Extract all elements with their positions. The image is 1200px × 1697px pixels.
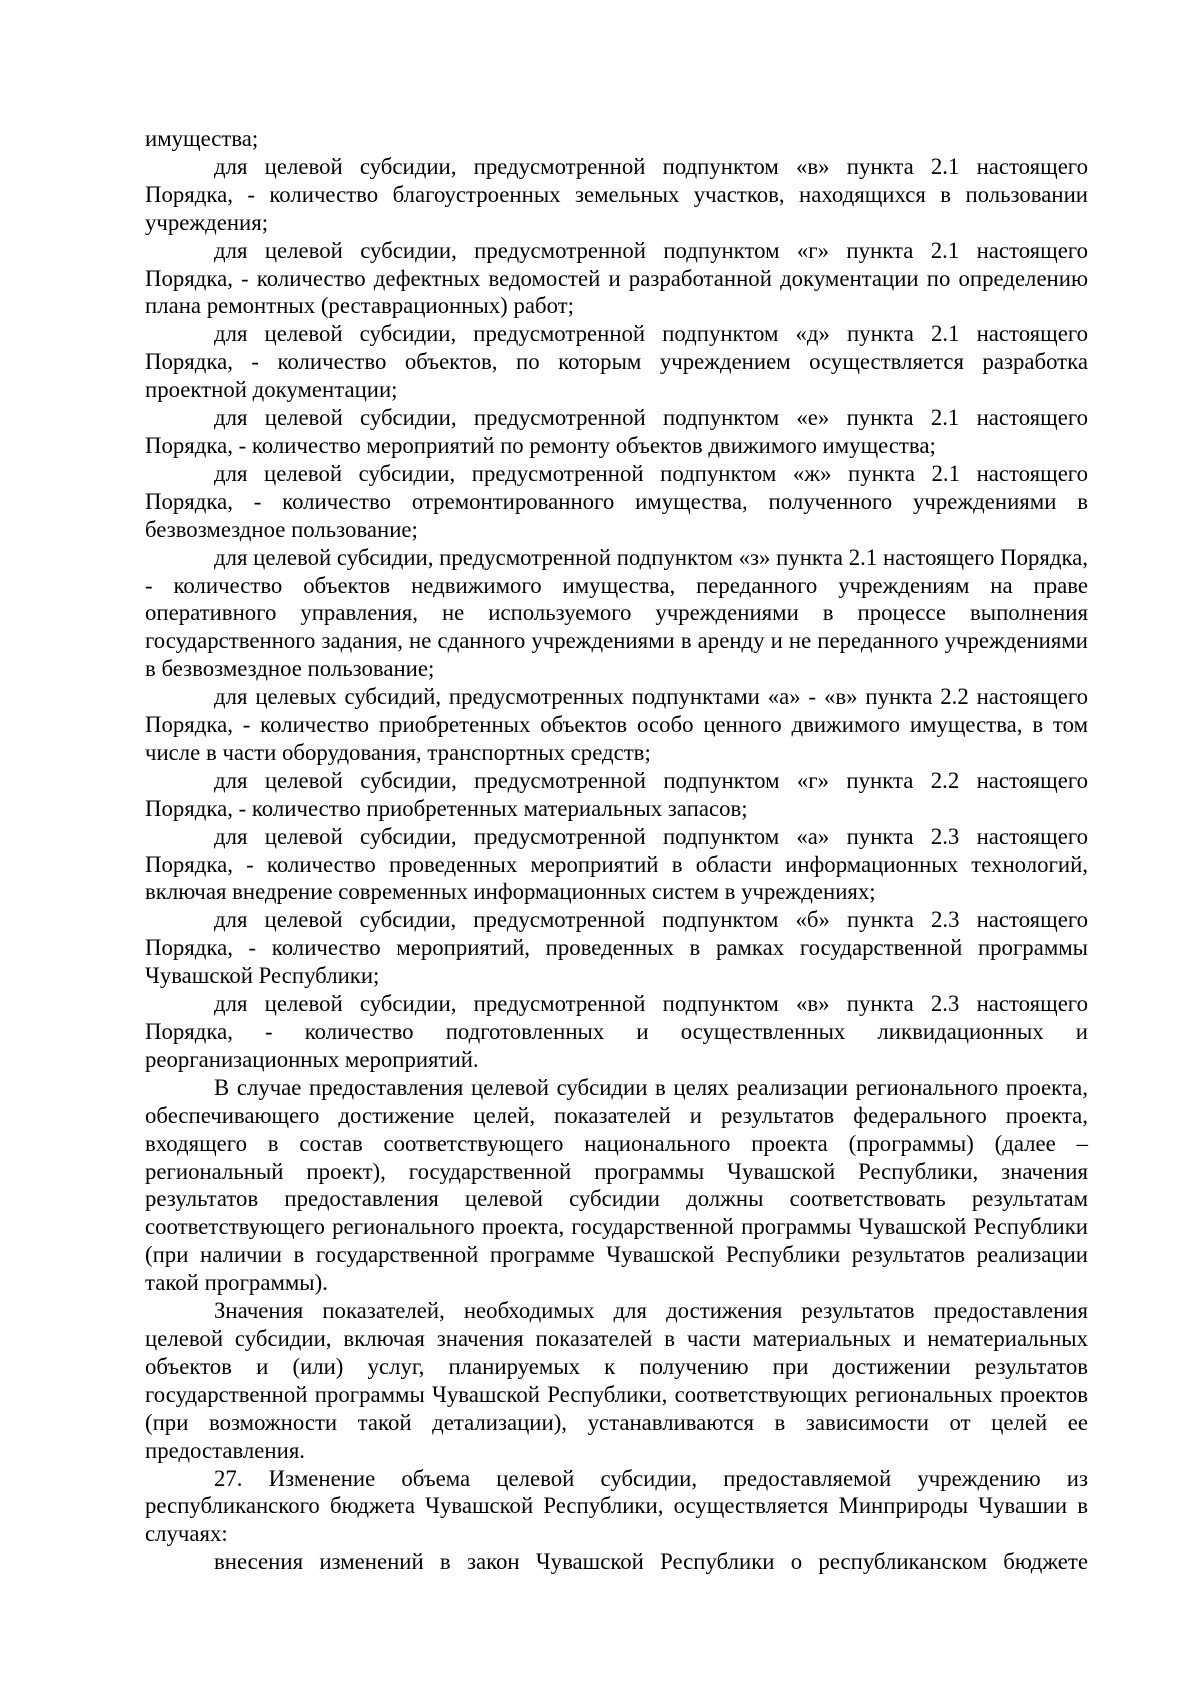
paragraph-target-indicator-d-2-1: для целевой субсидии, предусмотренной подпунктом «д» пункта 2.1 настоящего Порядка, - количество объектов, по которым учреждением осуществляется разработка проектной документации; [145, 321, 1088, 403]
paragraph-continuation: имущества; [145, 126, 259, 151]
paragraph-target-indicator-b-2-3: для целевой субсидии, предусмотренной подпунктом «б» пункта 2.3 настоящего Порядка, - количество мероприятий, проведенных в рамках государственной программы Чувашской Республики; [145, 907, 1088, 989]
paragraph-target-indicator-z-2-1: для целевой субсидии, предусмотренной подпунктом «з» пункта 2.1 настоящего Порядка, - количество объектов недвижимого имущества, переданного учреждениям на праве оперативного управления, не используемого учреждениями в процессе выполнения государственного задания, не сданного учреждениями в аренду и не переданного учреждениями в безвозмездное пользование; [145, 544, 1088, 682]
paragraph-clause-27: 27. Изменение объема целевой субсидии, предоставляемой учреждению из республиканского бюджета Чувашской Республики, осуществляется Минприроды Чувашии в случаях: [145, 1465, 1088, 1547]
paragraph-indicator-values: Значения показателей, необходимых для достижения результатов предоставления целевой субсидии, включая значения показателей в части материальных и нематериальных объектов и (или) услуг, планируемых к получению при достижении результатов государственной программы Чувашской Республики, соответствующих региональных проектов (при возможности такой детализации), устанавливаются в зависимости от целей ее предоставления. [145, 1298, 1088, 1463]
paragraph-regional-project: В случае предоставления целевой субсидии в целях реализации регионального проекта, обеспечивающего достижение целей, показателей и результатов федерального проекта, входящего в состав соответствующего национального проекта (программы) (далее – региональный проект), государственной программы Чувашской Республики, значения результатов предоставления целевой субсидии должны соответствовать результатам соответствующего регионального проекта, государственной программы Чувашской Республики (при наличии в государственной программе Чувашской Республики результатов реализации такой программы). [145, 1074, 1088, 1296]
paragraph-target-indicator-g-2-2: для целевой субсидии, предусмотренной подпунктом «г» пункта 2.2 настоящего Порядка, - количество приобретенных материальных запасов; [145, 767, 1088, 821]
paragraph-target-indicator-zh-2-1: для целевой субсидии, предусмотренной подпунктом «ж» пункта 2.1 настоящего Порядка, - количество отремонтированного имущества, полученного учреждениями в безвозмездное пользование; [145, 460, 1088, 542]
paragraph-target-indicator-v-2-3: для целевой субсидии, предусмотренной подпунктом «в» пункта 2.3 настоящего Порядка, - количество подготовленных и осуществленных ликвидационных и реорганизационных мероприятий. [145, 991, 1088, 1072]
paragraph-target-indicator-g-2-1: для целевой субсидии, предусмотренной подпунктом «г» пункта 2.1 настоящего Порядка, - количество дефектных ведомостей и разработанной документации по определению плана ремонтных (реставрационных) работ; [145, 237, 1088, 319]
paragraph-target-indicator-a-2-3: для целевой субсидии, предусмотренной подпунктом «а» пункта 2.3 настоящего Порядка, - количество проведенных мероприятий в области информационных технологий, включая внедрение современных информационных систем в учреждениях; [145, 823, 1088, 905]
paragraph-target-indicator-a-v-2-2: для целевых субсидий, предусмотренных подпунктами «а» - «в» пункта 2.2 настоящего Порядка, - количество приобретенных объектов особо ценного движимого имущества, в том числе в части оборудования, транспортных средств; [145, 684, 1088, 765]
paragraph-target-indicator-e-2-1: для целевой субсидии, предусмотренной подпунктом «е» пункта 2.1 настоящего Порядка, - количество мероприятий по ремонту объектов движимого имущества; [145, 405, 1088, 458]
document-page [145, 125, 1088, 1576]
paragraph-budget-law-changes: внесения изменений в закон Чувашской Республики о республиканском бюджете [214, 1549, 1088, 1575]
paragraph-target-indicator-v-2-1: для целевой субсидии, предусмотренной подпунктом «в» пункта 2.1 настоящего Порядка, - количество благоустроенных земельных участков, находящихся в пользовании учреждения; [145, 153, 1088, 235]
